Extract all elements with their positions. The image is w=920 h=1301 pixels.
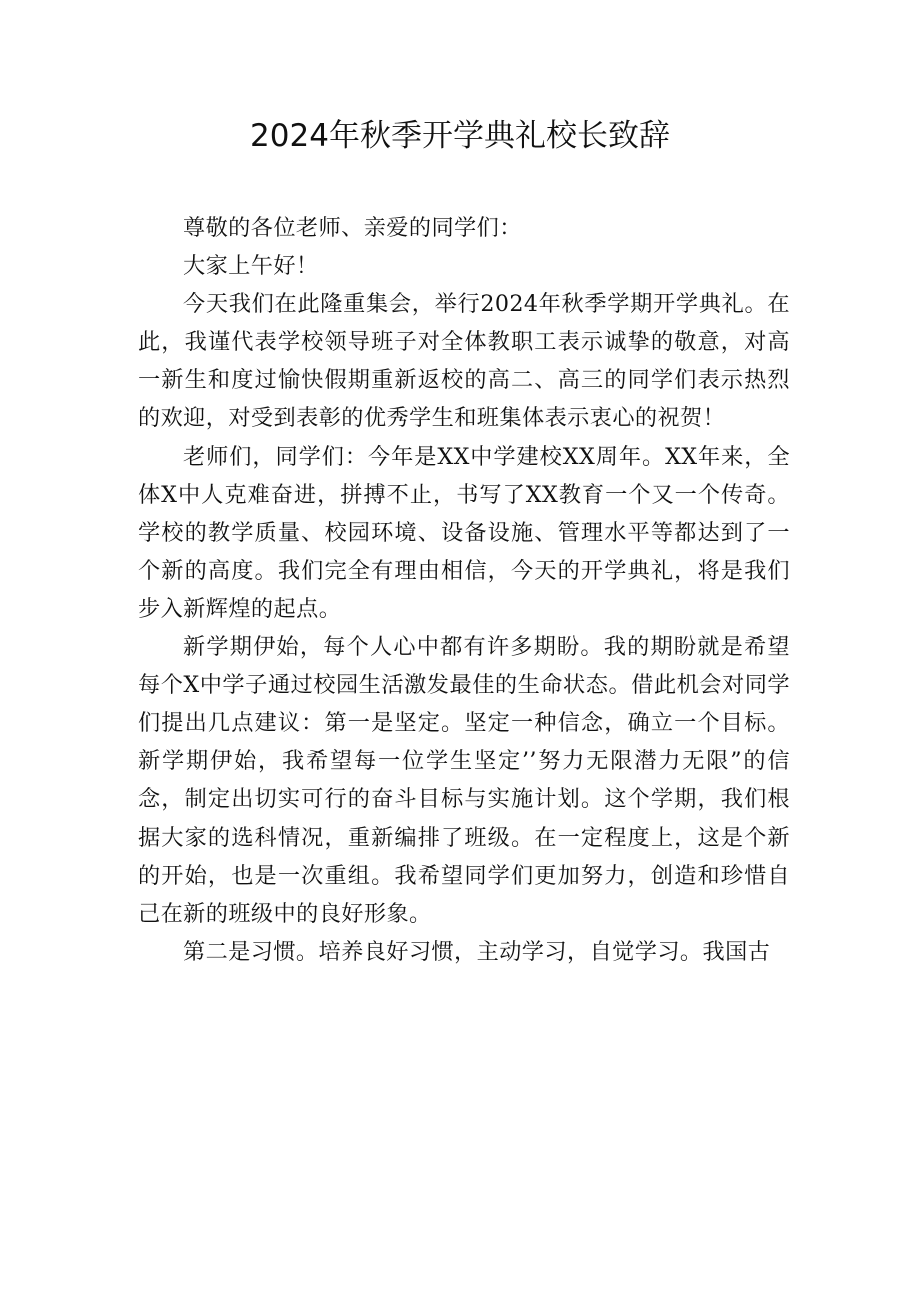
- paragraph-anniversary: 老师们，同学们：今年是XX中学建校XX周年。XX年来，全体X中人克难奋进，拼搏不止，书写了XX教育一个又一个传奇。学校的教学质量、校园环境、设备设施、管理水平等都达到了一个新的高度。我们完全有理由相信，今天的开学典礼，将是我们步入新辉煌的起点。: [138, 443, 790, 622]
- document-body: [138, 209, 790, 971]
- document-title: 2024年秋季开学典礼校长致辞: [250, 118, 670, 154]
- paragraph-opening: 今天我们在此隆重集会，举行2024年秋季学期开学典礼。在此，我谨代表学校领导班子对全体教职工表示诚挚的敬意，对高一新生和度过愉快假期重新返校的高二、高三的同学们表示热烈的欢迎，对受到表彰的优秀学生和班集体表示衷心的祝贺！: [138, 291, 790, 432]
- paragraph-habits: 第二是习惯。培养良好习惯，主动学习，自觉学习。我国古: [183, 938, 771, 965]
- greeting: 大家上午好！: [183, 253, 319, 280]
- paragraph-expectations: 新学期伊始，每个人心中都有许多期盼。我的期盼就是希望每个X中学子通过校园生活激发最佳的生命状态。借此机会对同学们提出几点建议：第一是坚定。坚定一种信念，确立一个目标。新学期伊始，我希望每一位学生坚定’’努力无限潜力无限”的信念，制定出切实可行的奋斗目标与实施计划。这个学期，我们根据大家的选科情况，重新编排了班级。在一定程度上，这是个新的开始，也是一次重组。我希望同学们更加努力，创造和珍惜自己在新的班级中的良好形象。: [138, 634, 790, 927]
- salutation: 尊敬的各位老师、亲爱的同学们：: [183, 215, 522, 241]
